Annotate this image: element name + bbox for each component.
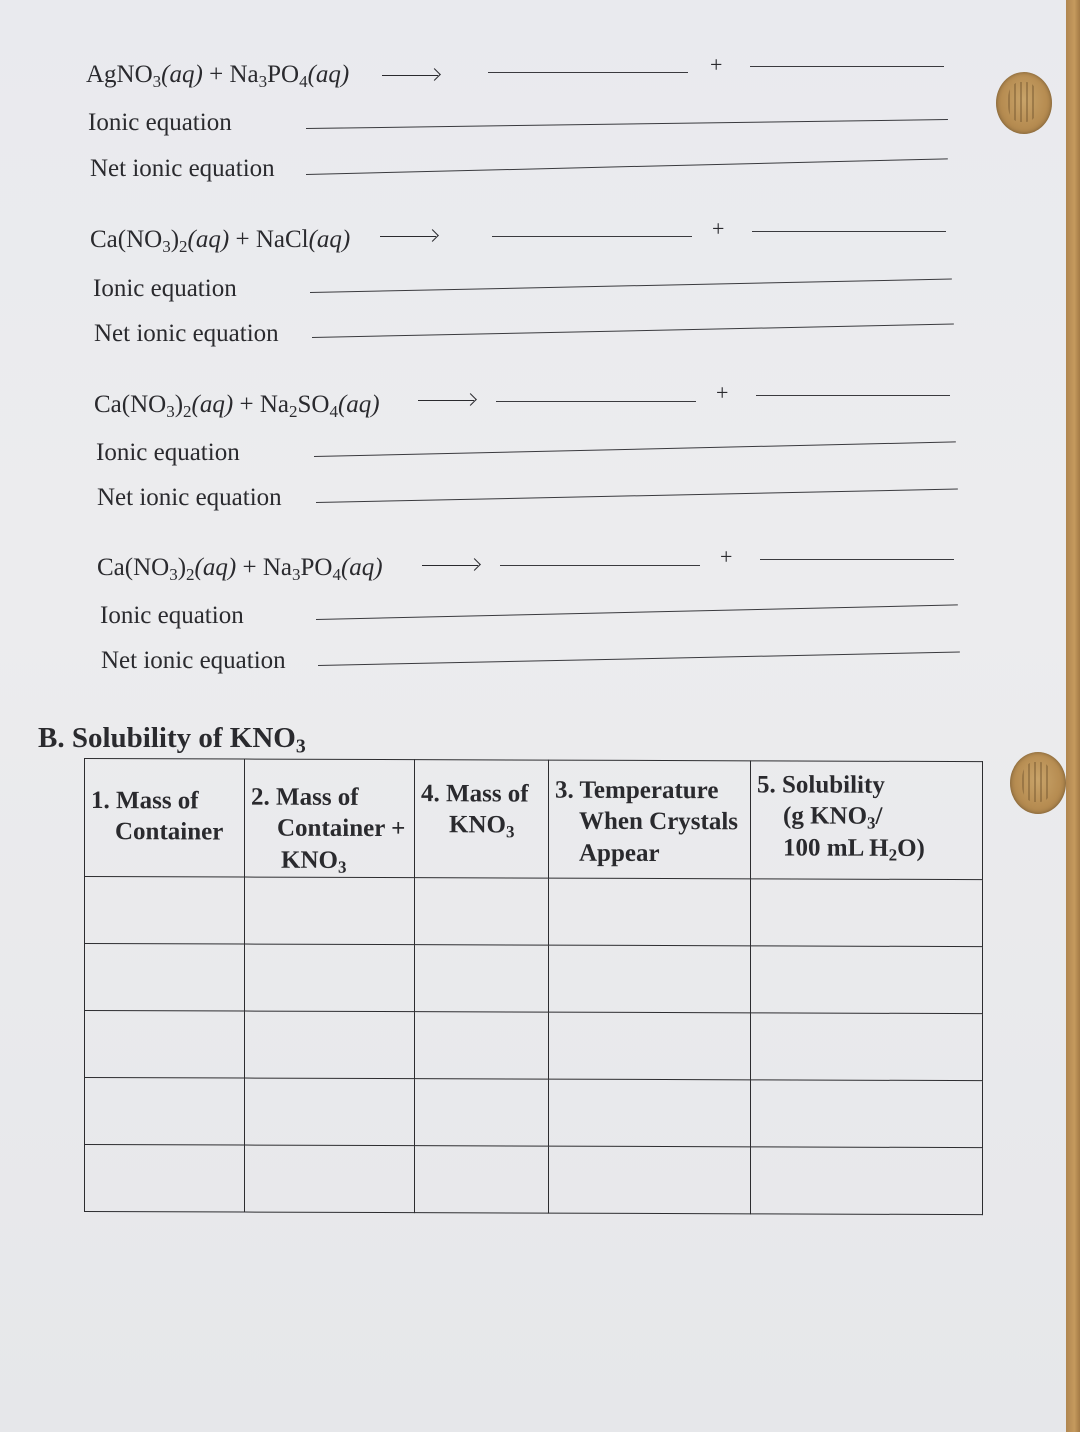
table-cell[interactable] — [751, 1080, 983, 1148]
table-cell[interactable] — [751, 1013, 983, 1081]
reaction-arrow — [422, 565, 478, 566]
binder-edge — [1066, 0, 1080, 1432]
table-cell[interactable] — [245, 1078, 415, 1146]
section-b-title: B. Solubility of $KNO_3$ — [38, 722, 306, 758]
product-2-blank[interactable] — [752, 231, 946, 232]
net-ionic-equation-label: Net ionic equation — [94, 320, 279, 347]
reaction-arrow — [418, 400, 474, 401]
header-mass-container: 1. Mass of Container — [85, 759, 245, 878]
table-row — [85, 877, 983, 947]
header-mass-kno3: 4. Mass of $KNO_3$ — [415, 760, 549, 878]
table-cell[interactable] — [85, 1078, 245, 1146]
reaction-3-equation: $Ca(NO_3)_2(aq) + Na_2SO_4(aq)$ — [94, 391, 380, 421]
table-row — [85, 1145, 983, 1215]
table-cell[interactable] — [85, 944, 245, 1012]
product-1-blank[interactable] — [488, 72, 688, 73]
table-cell[interactable] — [549, 1079, 751, 1147]
table-cell[interactable] — [415, 1146, 549, 1213]
reaction-4-equation: $Ca(NO_3)_2(aq) + Na_3PO_4(aq)$ — [97, 554, 383, 584]
table-cell[interactable] — [415, 945, 549, 1012]
table-cell[interactable] — [751, 879, 983, 947]
product-plus: + — [716, 380, 729, 405]
table-row — [85, 944, 983, 1014]
table-cell[interactable] — [549, 1146, 751, 1214]
table-cell[interactable] — [415, 1079, 549, 1146]
header-temperature: 3. Temperature When Crystals Appear — [549, 760, 751, 879]
table-cell[interactable] — [751, 946, 983, 1014]
ionic-equation-label: Ionic equation — [88, 109, 232, 136]
reaction-arrow — [380, 236, 436, 237]
product-2-blank[interactable] — [756, 395, 950, 396]
table-row — [85, 1078, 983, 1148]
table-cell[interactable] — [415, 878, 549, 945]
reaction-2-equation: $Ca(NO_3)_2(aq)$ + NaCl(aq) — [90, 226, 351, 256]
ionic-equation-label: Ionic equation — [96, 439, 240, 466]
product-1-blank[interactable] — [496, 401, 696, 402]
table-cell[interactable] — [245, 1145, 415, 1213]
table-cell[interactable] — [245, 944, 415, 1012]
ionic-equation-label: Ionic equation — [93, 275, 237, 302]
product-plus: + — [710, 52, 723, 77]
table-cell[interactable] — [549, 1012, 751, 1080]
net-ionic-equation-label: Net ionic equation — [101, 647, 286, 674]
table-cell[interactable] — [549, 945, 751, 1013]
table-cell[interactable] — [245, 1011, 415, 1079]
table-cell[interactable] — [415, 1012, 549, 1079]
table-row — [85, 1011, 983, 1081]
table-cell[interactable] — [751, 1147, 983, 1215]
net-ionic-equation-label: Net ionic equation — [90, 155, 275, 182]
product-1-blank[interactable] — [492, 236, 692, 237]
reaction-1-equation: AgNO$_3$(aq) + $Na_3PO_4(aq)$ — [86, 61, 350, 91]
table-cell[interactable] — [549, 878, 751, 946]
header-mass-container-kno3: 2. Mass of Container + $KNO_3$ — [245, 759, 415, 878]
punch-hole-top — [996, 72, 1052, 134]
punch-hole-middle — [1010, 752, 1066, 814]
table-cell[interactable] — [85, 1011, 245, 1079]
product-plus: + — [712, 216, 725, 241]
product-2-blank[interactable] — [760, 559, 954, 560]
table-cell[interactable] — [85, 1145, 245, 1213]
product-1-blank[interactable] — [500, 565, 700, 566]
product-plus: + — [720, 544, 733, 569]
ionic-equation-label: Ionic equation — [100, 602, 244, 629]
table-cell[interactable] — [245, 877, 415, 945]
reaction-arrow — [382, 75, 438, 76]
table-cell[interactable] — [85, 877, 245, 945]
header-solubility: 5. Solubility (g $KNO_3/$ 100 mL $H_2O$) — [751, 761, 983, 880]
solubility-table — [84, 758, 982, 1209]
net-ionic-equation-label: Net ionic equation — [97, 484, 282, 511]
table-header-row — [85, 759, 983, 880]
product-2-blank[interactable] — [750, 66, 944, 67]
